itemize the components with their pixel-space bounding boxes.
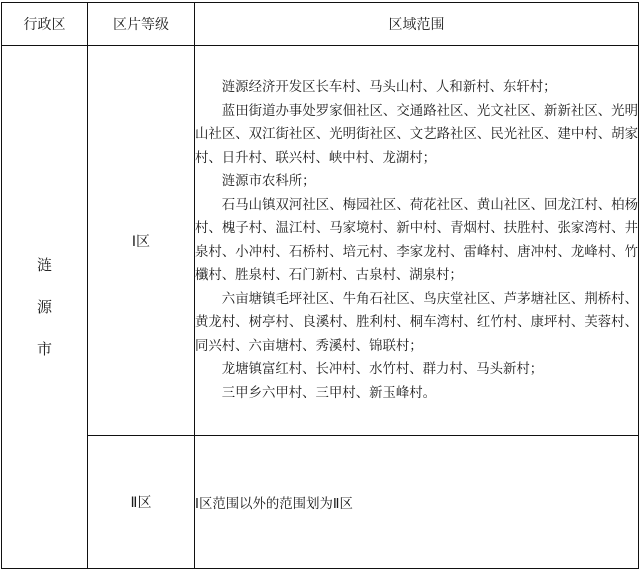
range-paragraph: 涟源市农科所； [221,174,316,189]
header-admin-region: 行政区 [2,3,88,46]
zone-grade-1: Ⅰ区 [88,46,195,436]
zone-range-2: Ⅰ区范围以外的范围划为Ⅱ区 [195,436,639,569]
header-zone-grade: 区片等级 [88,3,195,46]
range-paragraph: 龙塘镇富红村、长冲村、水竹村、群力村、马头新村； [221,362,544,377]
range-paragraph: 石马山镇双河社区、梅园社区、荷花社区、黄山社区、回龙江村、柏杨村、槐子村、温江村、马家境村、新中村、青烟村、扶胜村、张家湾村、井泉村、小冲村、石桥村、培元村、李家龙村、雷峰村、唐冲村、龙峰村、竹櫼村、胜泉村、石门新村、古泉村、湖泉村； [195,197,638,283]
zone-row-2 [2,436,639,569]
header-zone-range: 区域范围 [195,3,639,46]
zone-table [1,2,639,569]
range-paragraph: 六亩塘镇毛坪社区、牛角石社区、鸟庆堂社区、芦茅塘社区、荆桥村、黄龙村、树亭村、良溪村、胜利村、桐车湾村、红竹村、康坪村、芙蓉村、同兴村、六亩塘村、秀溪村、锦联村； [195,291,638,354]
admin-region-cell [2,46,88,569]
range-paragraph: 涟源经济开发区长车村、马头山村、人和新村、东轩村； [221,80,557,95]
zone-row-1 [2,46,639,436]
zone-range-1 [195,46,639,436]
range-paragraph: 蓝田街道办事处罗家佃社区、交通路社区、光文社区、新新社区、光明山社区、双江街社区、光明街社区、文艺路社区、民光社区、建中村、胡家村、日升村、联兴村、峡中村、龙湖村； [195,103,638,166]
header-row [2,3,639,46]
range-paragraph: 三甲乡六甲村、三甲村、新玉峰村。 [221,385,437,401]
admin-region-char: 源 [36,298,52,316]
admin-region-char: 市 [36,340,52,358]
zone-grade-2: Ⅱ区 [88,436,195,569]
admin-region-char: 涟 [36,256,52,274]
